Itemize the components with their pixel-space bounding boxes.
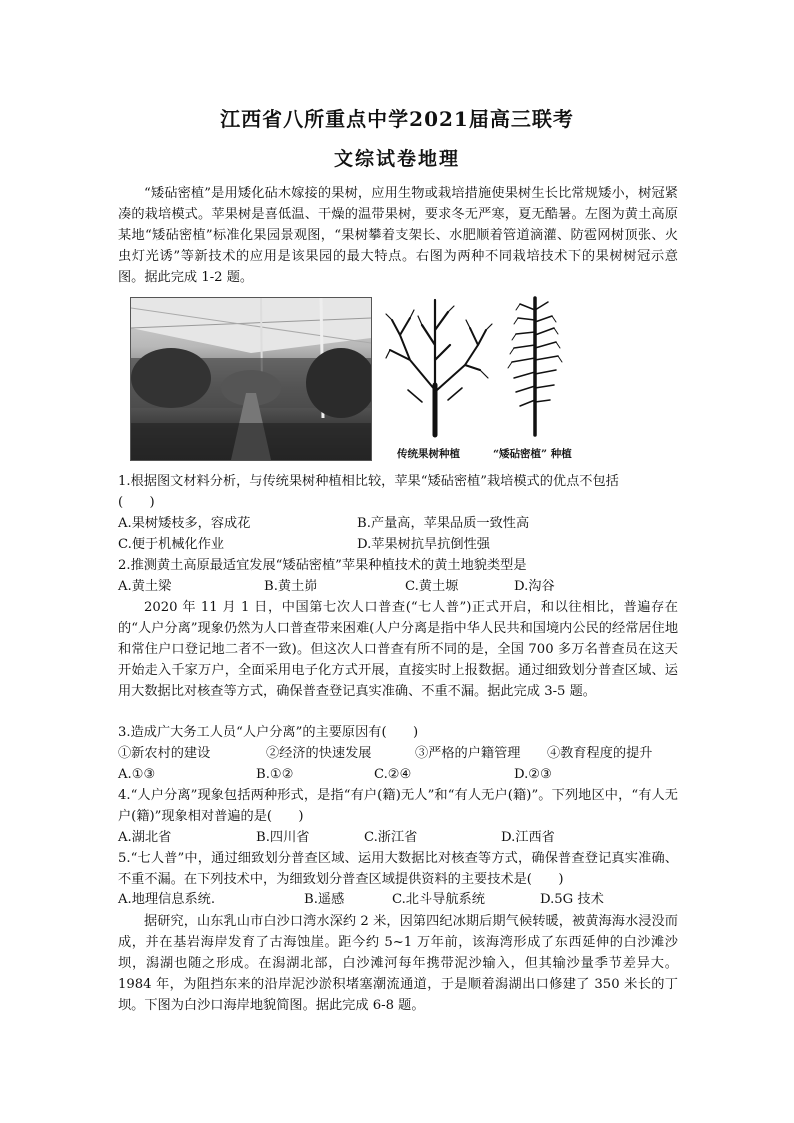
question-5-stem: 5.“七人普”中，通过细致划分普查区域、运用大数据比对核查等方式，确保普查登记真实准确、不重不漏。在下列技术中，为细致划分普查区域提供资料的主要技术是( ) (118, 851, 678, 887)
caption-dwarf-dense: “矮砧密植” 种植 (493, 448, 572, 460)
q4-option-c: C.浙江省 (364, 830, 418, 845)
q5-option-a: A.地理信息系统. (118, 892, 216, 907)
q2-option-d: D.沟谷 (514, 579, 555, 594)
q5-option-c: C.北斗导航系统 (392, 892, 485, 907)
q3-option-a: A.①③ (118, 767, 156, 782)
ground (131, 423, 371, 460)
q3-item-1: ①新农村的建设 (118, 746, 211, 761)
q3-item-2: ②经济的快速发展 (266, 746, 372, 761)
q4-option-a: A.湖北省 (118, 830, 172, 845)
q1-option-b: B.产量高，苹果品质一致性高 (357, 516, 530, 531)
exam-title: 江西省八所重点中学2021届高三联考 (220, 107, 574, 131)
traditional-tree (386, 300, 492, 435)
tree-schematic-drawing (380, 290, 590, 440)
q3-option-d: D.②③ (514, 767, 552, 782)
question-2-stem: 2.推测黄土高原最适宜发展“矮砧密植”苹果种植技术的黄土地貌类型是 (118, 558, 527, 573)
q1-option-a: A.果树矮枝多，容成花 (118, 516, 251, 531)
q3-item-3: ③严格的户籍管理 (415, 746, 521, 761)
question-4-stem: 4.“人户分离”现象包括两种形式，是指“有户(籍)无人”和“有人无户(籍)”。下列地区中，“有人无户(籍)”现象相对普遍的是( ) (118, 788, 678, 824)
dwarf-tree (508, 298, 562, 435)
q2-option-b: B.黄土峁 (264, 579, 318, 594)
q4-option-d: D.江西省 (501, 830, 555, 845)
orchard-photo (130, 297, 372, 461)
exam-subtitle: 文综试卷地理 (333, 148, 460, 170)
q2-option-c: C.黄土塬 (405, 579, 459, 594)
q3-option-b: B.①② (256, 767, 294, 782)
q2-option-a: A.黄土梁 (118, 579, 172, 594)
tree-foliage (131, 348, 211, 408)
question-3-stem: 3.造成广大务工人员“人户分离”的主要原因有( ) (118, 725, 419, 740)
q5-option-d: D.5G 技术 (540, 892, 604, 907)
tree-schematic (380, 290, 590, 460)
question-1-stem: 1.根据图文材料分析，与传统果树种植相比较，苹果“矮砧密植”栽培模式的优点不包括 (118, 474, 619, 489)
q1-option-d: D.苹果树抗旱抗倒性强 (357, 537, 490, 552)
caption-traditional: 传统果树种植 (397, 448, 460, 460)
q3-option-c: C.②④ (374, 767, 412, 782)
intro-paragraph-census: 2020 年 11 月 1 日，中国第七次人口普查(“七人普”)正式开启，和以往相比，普遍存在的“人户分离”现象仍然为人口普查带来困难(人户分离是指中华人民共和国境内公民的经常居住地和常住户口登记地二者不一致)。但这次人口普查有所不同的是，全国 700 多万名普查员在这天开始走入千家万户，全面采用电子化方式开展，直接实时上报数据。通过细致划分普查区域、运用大数据比对核查等方式，确保普查登记真实准确、不重不漏。据此完成 3-5 题。 (118, 600, 678, 699)
intro-paragraph-apple: “矮砧密植”是用矮化砧木嫁接的果树，应用生物或栽培措施使果树生长比常规矮小，树冠紧凑的栽培模式。苹果树是喜低温、干燥的温带果树，要求冬无严寒，夏无酷暑。左图为黄土高原某地“矮砧密植”标准化果园景观图，“果树攀着支架长、水肥顺着管道滴灌、防雹网树顶张、火虫灯光诱”等新技术的应用是该果园的最大特点。右图为两种不同栽培技术下的果树树冠示意图。据此完成 1-2 题。 (118, 186, 678, 285)
q5-option-b: B.遥感 (304, 892, 345, 907)
q4-option-b: B.四川省 (256, 830, 310, 845)
q1-option-c: C.便于机械化作业 (118, 537, 225, 552)
question-1-paren: ( ) (118, 495, 155, 510)
q3-item-4: ④教育程度的提升 (547, 746, 653, 761)
orchard-photo-drawing (131, 298, 371, 460)
intro-paragraph-coast: 据研究，山东乳山市白沙口湾水深约 2 米，因第四纪冰期后期气候转暖，被黄海海水浸没而成，并在基岩海岸发育了古海蚀崖。距今约 5~1 万年前，该海湾形成了东西延伸的白沙滩沙坝，潟湖也随之形成。在潟湖北部，白沙滩河每年携带泥沙输入，但其输沙量季节差异大。1984 年，为阻挡东来的沿岸泥沙淤积堵塞潮流通道，于是顺着潟湖出口修建了 350 米长的丁坝。下图为白沙口海岸地貌简图。据此完成 6-8 题。 (118, 914, 678, 1013)
